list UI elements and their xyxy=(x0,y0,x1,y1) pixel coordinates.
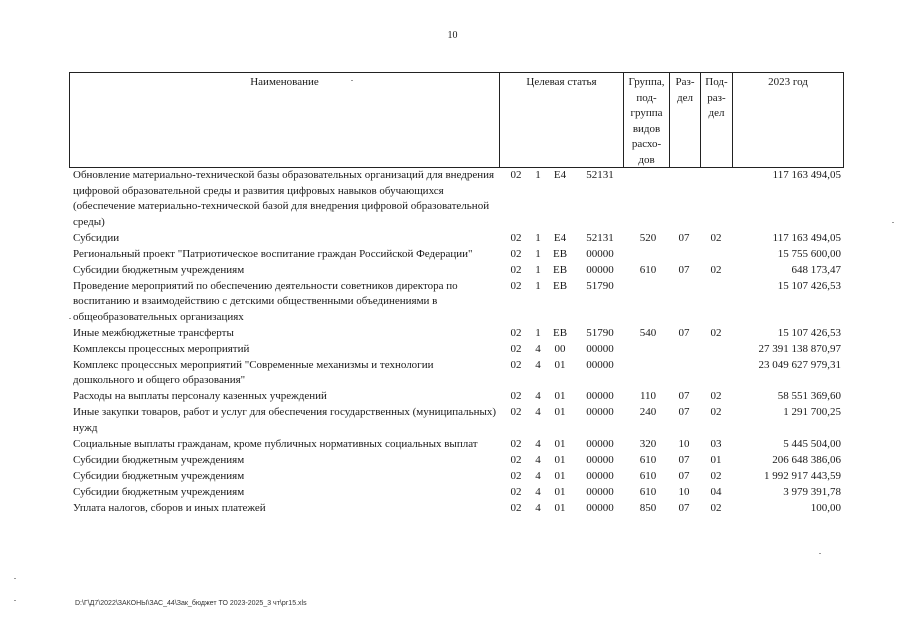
table-row xyxy=(69,342,844,358)
row-name: Субсидии бюджетным учреждениям xyxy=(73,453,245,466)
row-c1: 02 xyxy=(510,247,522,260)
table-row xyxy=(69,168,844,230)
row-c4: 00000 xyxy=(586,358,614,371)
row-grp: 610 xyxy=(639,485,657,498)
row-podr: 02 xyxy=(710,501,722,514)
row-c3: 01 xyxy=(554,406,566,418)
table-row xyxy=(69,405,844,436)
row-name: Иные закупки товаров, работ и услуг для обеспечения государственных (муниципальных) нужд xyxy=(73,406,497,434)
row-c2: 4 xyxy=(535,437,541,450)
table-row xyxy=(69,279,844,326)
row-c2: 4 xyxy=(535,453,541,466)
scan-speck xyxy=(819,553,821,554)
table-row xyxy=(69,231,844,247)
row-amount: 648 173,47 xyxy=(791,263,841,276)
row-c1: 02 xyxy=(510,231,522,244)
row-name: Субсидии бюджетным учреждениям xyxy=(73,485,245,498)
row-razd: 10 xyxy=(678,437,690,450)
header-year: 2023 год xyxy=(732,73,844,167)
row-c2: 4 xyxy=(535,406,541,418)
row-c1: 02 xyxy=(510,501,522,514)
row-c3: EB xyxy=(552,279,568,292)
row-amount: 206 648 386,06 xyxy=(772,453,841,466)
row-name: Проведение мероприятий по обеспечению деятельности советников директора по воспитанию и взаимодействию с детскими общественными объединениями в общеобразовательных организациях xyxy=(73,279,458,323)
row-c4: 00000 xyxy=(586,342,614,355)
header-group-line: видов xyxy=(632,122,661,135)
header-section xyxy=(669,73,700,167)
header-name: Наименование xyxy=(69,73,499,167)
table-row xyxy=(69,485,844,501)
scan-speck xyxy=(69,318,71,319)
table-body xyxy=(69,168,844,516)
row-podr: 01 xyxy=(710,453,722,466)
row-c2: 4 xyxy=(535,485,541,498)
row-podr: 02 xyxy=(710,263,722,276)
row-c3: E4 xyxy=(553,231,567,244)
row-amount: 15 755 600,00 xyxy=(777,247,841,260)
row-grp: 520 xyxy=(639,231,657,244)
row-razd: 07 xyxy=(678,469,690,482)
table-row xyxy=(69,389,844,405)
row-grp: 110 xyxy=(639,390,657,402)
row-c2: 4 xyxy=(535,390,541,402)
table-row xyxy=(69,437,844,453)
row-name: Иные межбюджетные трансферты xyxy=(73,326,234,339)
row-c1: 02 xyxy=(510,437,522,450)
row-c4: 51790 xyxy=(586,279,614,292)
row-amount: 117 163 494,05 xyxy=(772,231,841,244)
row-c1: 02 xyxy=(510,406,522,418)
row-grp: 320 xyxy=(639,437,657,450)
table-row xyxy=(69,247,844,263)
row-c1: 02 xyxy=(510,358,522,371)
row-c4: 00000 xyxy=(586,406,614,418)
row-c4: 51790 xyxy=(586,326,614,339)
row-name: Обновление материально-технической базы образовательных организаций для внедрения цифровой образовательной среды и развития цифровых навыков обучающихся (обеспечение материально-технической базой для внедрения цифровой образовательной среды) xyxy=(73,169,495,228)
row-c3: 01 xyxy=(554,437,566,450)
row-podr: 03 xyxy=(710,437,722,450)
table-row xyxy=(69,326,844,342)
header-subsection-line: Под- xyxy=(705,76,728,88)
row-c2: 1 xyxy=(535,169,541,181)
row-name: Региональный проект "Патриотическое воспитание граждан Российской Федерации" xyxy=(73,247,473,260)
row-c4: 52131 xyxy=(586,169,614,181)
row-c3: EB xyxy=(552,326,568,339)
row-podr: 02 xyxy=(710,469,722,482)
row-grp: 610 xyxy=(639,263,657,276)
row-podr: 02 xyxy=(710,390,722,402)
scan-speck xyxy=(351,80,353,81)
row-grp: 540 xyxy=(639,326,657,339)
row-c3: 01 xyxy=(554,485,566,498)
page-number: 10 xyxy=(447,30,458,41)
row-amount: 15 107 426,53 xyxy=(777,279,841,292)
row-grp: 610 xyxy=(639,469,657,482)
row-c2: 4 xyxy=(535,469,541,482)
row-c2: 4 xyxy=(535,342,541,355)
header-subsection xyxy=(700,73,732,167)
scan-speck xyxy=(14,578,16,579)
row-c1: 02 xyxy=(510,169,522,181)
row-c4: 00000 xyxy=(586,501,614,514)
file-path-footer: D:\Г\Д7\2022\ЗАКОНЫ\ЗАС_44\Зак_бюджет ТО 2023-2025_3 чт\рг15.xls xyxy=(75,600,307,607)
row-razd: 07 xyxy=(678,326,690,339)
row-c2: 4 xyxy=(535,501,541,514)
row-c1: 02 xyxy=(510,279,522,292)
row-c3: 00 xyxy=(554,342,566,355)
table-row xyxy=(69,358,844,389)
header-group-line: группа xyxy=(630,107,663,119)
row-c3: 01 xyxy=(554,469,566,482)
row-c1: 02 xyxy=(510,263,522,276)
row-name: Субсидии бюджетным учреждениям xyxy=(73,263,245,276)
table-row xyxy=(69,469,844,485)
row-amount: 1 992 917 443,59 xyxy=(764,469,841,482)
header-target: Целевая статья xyxy=(499,73,623,167)
row-name: Субсидии бюджетным учреждениям xyxy=(73,469,245,482)
row-podr: 04 xyxy=(710,485,722,498)
header-group-line: под- xyxy=(636,91,657,104)
row-podr: 02 xyxy=(710,231,722,244)
row-amount: 58 551 369,60 xyxy=(777,390,841,402)
row-c2: 1 xyxy=(535,326,541,339)
header-section-line: дел xyxy=(677,91,693,104)
row-amount: 3 979 391,78 xyxy=(783,485,841,498)
row-c3: 01 xyxy=(554,501,566,514)
row-name: Комплекс процессных мероприятий "Современные механизмы и технологии дошкольного и общего образования" xyxy=(73,358,434,386)
row-c4: 00000 xyxy=(586,263,614,276)
row-c4: 00000 xyxy=(586,485,614,498)
row-name: Субсидии xyxy=(73,231,120,244)
row-c1: 02 xyxy=(510,485,522,498)
scan-speck xyxy=(892,222,894,223)
table-row xyxy=(69,501,844,517)
row-grp: 240 xyxy=(639,406,657,418)
row-amount: 100,00 xyxy=(810,501,841,514)
row-c4: 00000 xyxy=(586,469,614,482)
row-c3: 01 xyxy=(554,358,566,371)
row-amount: 1 291 700,25 xyxy=(783,406,841,418)
row-c2: 1 xyxy=(535,247,541,260)
table-row xyxy=(69,453,844,469)
row-grp: 850 xyxy=(639,501,657,514)
row-c4: 00000 xyxy=(586,390,614,402)
row-name: Уплата налогов, сборов и иных платежей xyxy=(73,501,266,514)
row-razd: 07 xyxy=(678,406,690,418)
row-name: Комплексы процессных мероприятий xyxy=(73,342,250,355)
row-c2: 4 xyxy=(535,358,541,371)
header-subsection-line: дел xyxy=(708,107,725,119)
row-amount: 23 049 627 979,31 xyxy=(758,358,841,371)
row-razd: 07 xyxy=(678,501,690,514)
header-section-line: Раз- xyxy=(675,76,695,88)
row-amount: 27 391 138 870,97 xyxy=(758,342,841,355)
table-header xyxy=(69,72,844,168)
header-group xyxy=(623,73,669,167)
row-c4: 00000 xyxy=(586,437,614,450)
row-c1: 02 xyxy=(510,453,522,466)
row-c1: 02 xyxy=(510,326,522,339)
row-c1: 02 xyxy=(510,390,522,402)
row-c2: 1 xyxy=(535,263,541,276)
row-c3: 01 xyxy=(554,390,566,402)
row-amount: 5 445 504,00 xyxy=(783,437,841,450)
row-c4: 00000 xyxy=(586,247,614,260)
row-amount: 15 107 426,53 xyxy=(777,326,841,339)
row-c3: EB xyxy=(552,247,568,260)
row-name: Социальные выплаты гражданам, кроме публичных нормативных социальных выплат xyxy=(73,437,478,450)
row-razd: 07 xyxy=(678,231,690,244)
table-row xyxy=(69,263,844,279)
row-c4: 00000 xyxy=(586,453,614,466)
row-c3: EB xyxy=(552,263,568,276)
header-group-line: Группа, xyxy=(628,76,665,88)
row-name: Расходы на выплаты персоналу казенных учреждений xyxy=(73,390,327,402)
header-group-line: дов xyxy=(638,153,655,166)
row-podr: 02 xyxy=(710,326,722,339)
row-razd: 07 xyxy=(678,390,690,402)
row-razd: 07 xyxy=(678,263,690,276)
row-amount: 117 163 494,05 xyxy=(772,169,841,181)
row-razd: 10 xyxy=(678,485,690,498)
scan-speck xyxy=(14,600,16,601)
budget-table xyxy=(69,72,844,517)
row-c3: E4 xyxy=(553,169,567,181)
row-c3: 01 xyxy=(554,453,566,466)
header-subsection-line: раз- xyxy=(707,91,726,104)
row-c4: 52131 xyxy=(586,231,614,244)
row-razd: 07 xyxy=(678,453,690,466)
row-c1: 02 xyxy=(510,469,522,482)
row-c2: 1 xyxy=(535,231,541,244)
row-podr: 02 xyxy=(710,406,722,418)
row-grp: 610 xyxy=(639,453,657,466)
row-c2: 1 xyxy=(535,279,541,292)
header-group-line: расхо- xyxy=(631,138,662,150)
row-c1: 02 xyxy=(510,342,522,355)
